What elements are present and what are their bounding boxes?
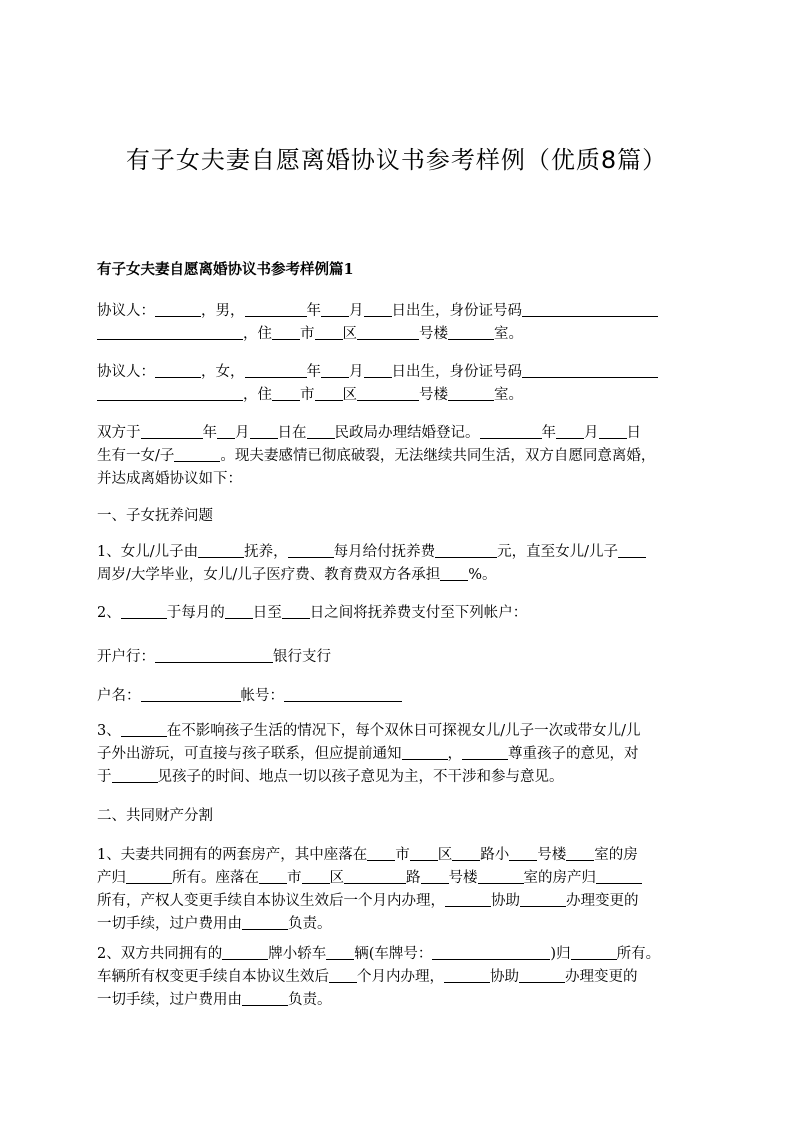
blank-field: [245, 301, 307, 317]
blank-field: [225, 603, 253, 619]
blank-field: [444, 967, 490, 983]
blank-field: [302, 868, 330, 884]
heading-child-support: 一、子女抚养问题: [97, 508, 213, 524]
text-line: 生有一女/子 。现夫妻感情已彻底破裂，无法继续共同生活，双方自愿同意离婚，: [97, 448, 656, 464]
blank-field: [329, 967, 357, 983]
blank-field: [97, 324, 243, 340]
text-line: 一切手续，过户费用由 负责。: [97, 916, 332, 932]
blank-field: [121, 603, 167, 619]
blank-field: [410, 845, 438, 861]
blank-field: [478, 868, 524, 884]
blank-field: [480, 423, 542, 439]
blank-field: [250, 423, 278, 439]
blank-field: [321, 362, 349, 378]
blank-field: [155, 647, 273, 663]
blank-field: [155, 301, 201, 317]
blank-field: [97, 385, 243, 401]
marriage-paragraph: [97, 422, 697, 491]
text-line: 协议人： ，男， 年 月 日出生，身份证号码: [97, 300, 697, 323]
blank-field: [402, 744, 448, 760]
blank-field: [112, 767, 158, 783]
property-item-1: [97, 844, 697, 936]
blank-field: [509, 845, 537, 861]
blank-field: [522, 362, 658, 378]
text-line: 子外出游玩，可直接与孩子联系，但应提前通知 ， 尊重孩子的意见，对: [97, 746, 639, 762]
text-line: 2、双方共同拥有的 牌小轿车 辆(车牌号： )归 所有。: [97, 946, 661, 962]
blank-field: [571, 944, 617, 960]
blank-field: [198, 542, 244, 558]
blank-field: [315, 324, 343, 340]
blank-field: [599, 423, 627, 439]
text-line: 协议人： ，女， 年 月 日出生，身份证号码: [97, 361, 697, 384]
blank-field: [448, 324, 494, 340]
blank-field: [217, 423, 235, 439]
text-line: 户名： 帐号：: [97, 685, 697, 708]
blank-field: [367, 845, 395, 861]
blank-field: [222, 944, 268, 960]
document-title: 有子女夫妻自愿离婚协议书参考样例（优质8篇）: [125, 146, 668, 174]
blank-field: [596, 868, 642, 884]
blank-field: [259, 868, 287, 884]
blank-field: [520, 891, 566, 907]
text-line: 周岁/大学毕业，女儿/儿子医疗费、教育费双方各承担 %。: [97, 567, 497, 583]
text-line: 所有，产权人变更手续自本协议生效后一个月内办理， 协助 办理变更的: [97, 893, 639, 909]
blank-field: [282, 603, 310, 619]
blank-field: [141, 423, 203, 439]
blank-field: [556, 423, 584, 439]
blank-field: [174, 446, 220, 462]
text-line: 于 见孩子的时间、地点一切以孩子意见为主，不干涉和参与意见。: [97, 769, 564, 785]
account-line: [97, 685, 697, 708]
blank-field: [435, 542, 497, 558]
text-line: 2、 于每月的 日至 日之间将抚养费支付至下列帐户：: [97, 605, 528, 621]
blank-field: [288, 542, 334, 558]
blank-field: [141, 686, 241, 702]
blank-field: [618, 542, 646, 558]
blank-field: [357, 385, 419, 401]
blank-field: [566, 845, 594, 861]
section-title: 有子女夫妻自愿离婚协议书参考样例篇1: [97, 261, 354, 278]
child-support-item-2: [97, 602, 697, 625]
blank-field: [522, 301, 658, 317]
child-support-item-3: [97, 720, 697, 789]
blank-field: [272, 324, 300, 340]
blank-field: [421, 868, 449, 884]
blank-field: [272, 385, 300, 401]
text-line: 车辆所有权变更手续自本协议生效后 个月内办理， 协助 办理变更的: [97, 969, 638, 985]
blank-field: [155, 362, 201, 378]
text-line: 一切手续，过户费用由 负责。: [97, 992, 332, 1008]
bank-line: [97, 646, 697, 669]
text-line: 产归 所有。座落在 市 区 路 号楼 室的房产归: [97, 867, 697, 890]
blank-field: [121, 721, 167, 737]
party-1-paragraph: [97, 300, 697, 346]
blank-field: [307, 423, 335, 439]
blank-field: [519, 967, 565, 983]
blank-field: [462, 744, 508, 760]
blank-field: [344, 868, 406, 884]
blank-field: [242, 990, 288, 1006]
text-line: ，住 市 区 号楼 室。: [97, 384, 697, 407]
blank-field: [448, 385, 494, 401]
text-line: 3、 在不影响孩子生活的情况下，每个双休日可探视女儿/儿子一次或带女儿/儿: [97, 723, 641, 739]
party-2-paragraph: [97, 361, 697, 407]
blank-field: [452, 845, 480, 861]
text-line: 双方于 年 月 日在 民政局办理结婚登记。 年 月 日: [97, 425, 641, 441]
blank-field: [284, 686, 402, 702]
blank-field: [364, 301, 392, 317]
blank-field: [326, 944, 354, 960]
blank-field: [245, 362, 307, 378]
blank-field: [432, 944, 550, 960]
blank-field: [440, 565, 468, 581]
blank-field: [321, 301, 349, 317]
text-line: 开户行： 银行支行: [97, 649, 331, 665]
text-line: 1、夫妻共同拥有的两套房产，其中座落在 市 区 路小 号楼 室的房: [97, 847, 638, 863]
blank-field: [315, 385, 343, 401]
property-item-2: [97, 943, 697, 1012]
text-line: 并达成离婚协议如下：: [97, 471, 242, 487]
child-support-item-1: [97, 541, 697, 587]
blank-field: [126, 868, 172, 884]
blank-field: [445, 891, 491, 907]
blank-field: [364, 362, 392, 378]
blank-field: [242, 914, 288, 930]
text-line: ，住 市 区 号楼 室。: [97, 323, 697, 346]
heading-property: 二、共同财产分割: [97, 808, 213, 824]
blank-field: [357, 324, 419, 340]
text-line: 1、女儿/儿子由 抚养， 每月给付抚养费 元，直至女儿/儿子: [97, 541, 697, 564]
